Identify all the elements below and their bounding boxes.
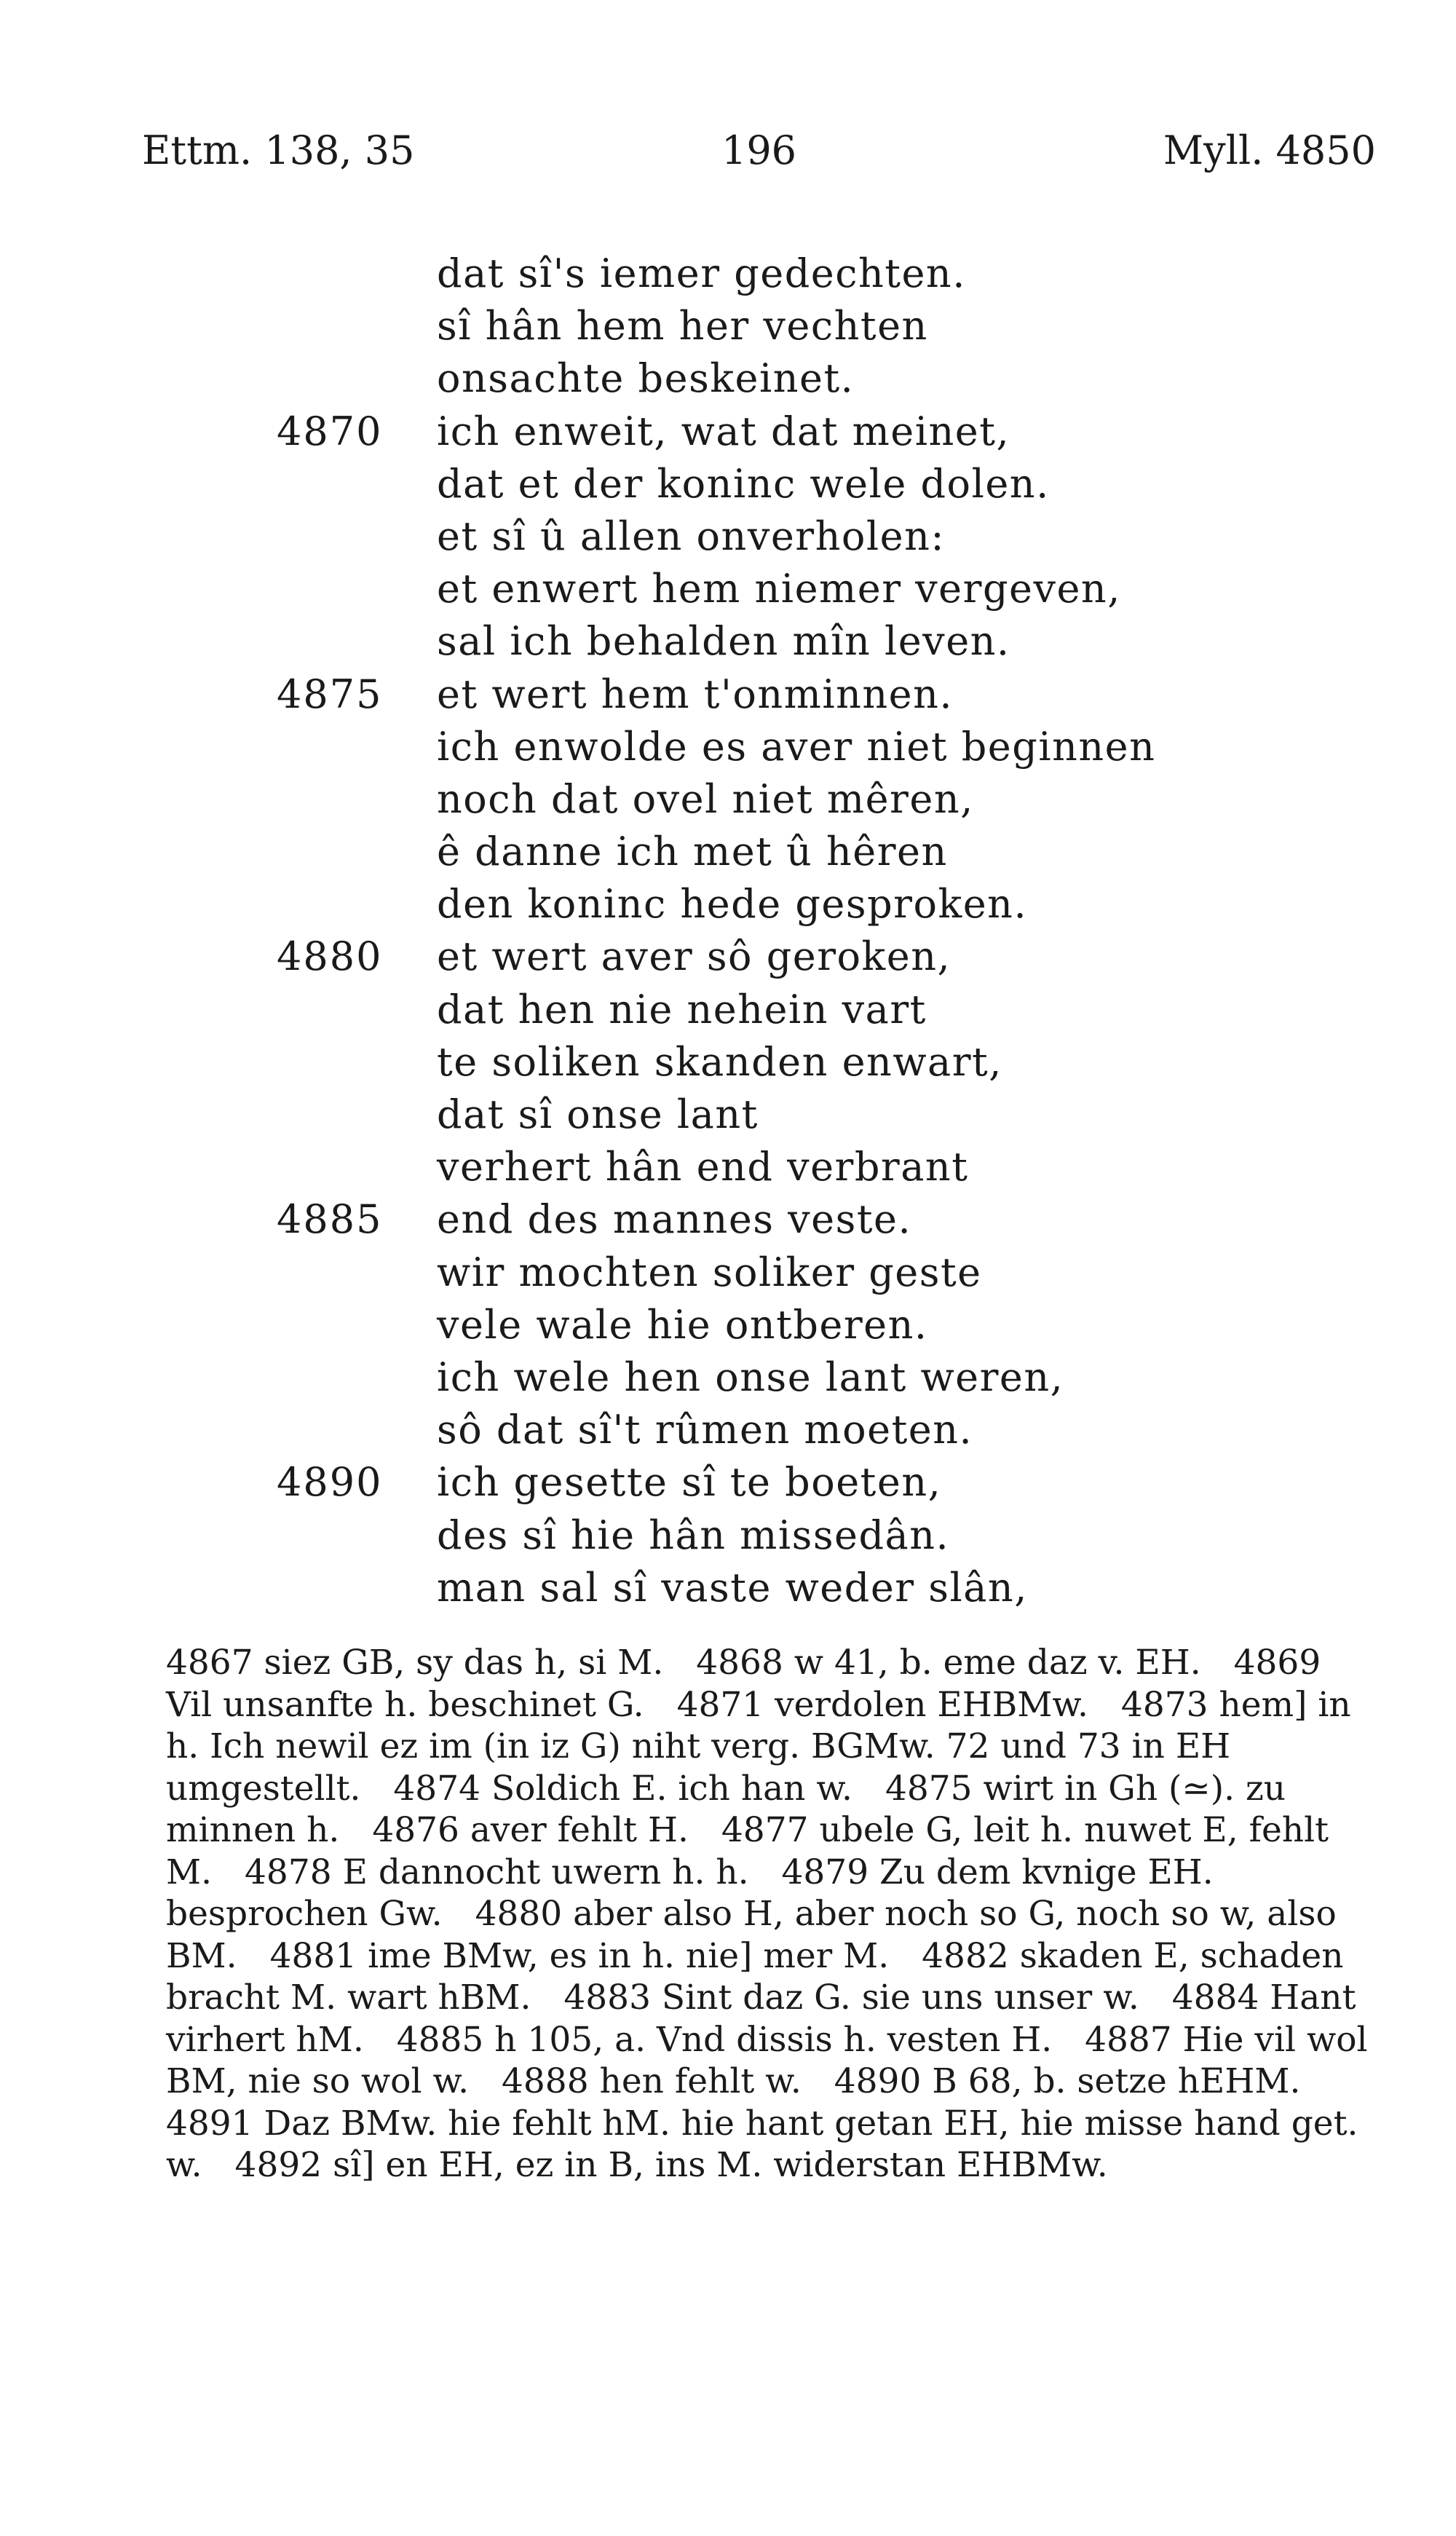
poem-line bbox=[0, 615, 1456, 668]
apparatus-note: 4878 E dannocht uwern h. h. bbox=[245, 1852, 749, 1892]
line-text: dat sî's iemer gedechten. bbox=[437, 250, 966, 296]
line-text: ê danne ich met û hêren bbox=[437, 829, 948, 875]
apparatus-note: 4891 Daz BMw. hie fehlt hM. hie hant getan EH, hie misse hand get. w. bbox=[166, 2103, 1358, 2185]
poem-line bbox=[0, 668, 1456, 721]
line-text: end des mannes veste. bbox=[437, 1196, 912, 1243]
line-text: des sî hie hân missedân. bbox=[437, 1512, 950, 1558]
critical-apparatus bbox=[166, 1642, 1374, 2187]
poem-line bbox=[0, 1247, 1456, 1299]
poem-line bbox=[0, 248, 1456, 300]
line-text: ich wele hen onse lant weren, bbox=[437, 1354, 1064, 1400]
line-text: verhert hân end verbrant bbox=[437, 1144, 969, 1190]
line-number: 4890 bbox=[277, 1459, 383, 1506]
apparatus-note: 4885 h 105, a. Vnd dissis h. vesten H. bbox=[396, 2019, 1053, 2060]
poem-line bbox=[0, 1562, 1456, 1614]
line-text: et sî û allen onverholen: bbox=[437, 513, 946, 559]
poem-line bbox=[0, 406, 1456, 458]
apparatus-note: 4883 Sint daz G. sie uns unser w. bbox=[563, 1978, 1139, 2018]
apparatus-note: 4888 hen fehlt w. bbox=[502, 2061, 802, 2101]
apparatus-note: 4890 B 68, b. setze hEHM. bbox=[834, 2061, 1301, 2101]
header-left-reference: Ettm. 138, 35 bbox=[142, 127, 415, 173]
apparatus-note: 4868 w 41, b. eme daz v. EH. bbox=[696, 1643, 1201, 1683]
line-text: sô dat sî't rûmen moeten. bbox=[437, 1407, 973, 1453]
apparatus-note: 4882 skaden E, schaden bracht M. wart hBM. bbox=[166, 1935, 1344, 2018]
line-text: ich enweit, wat dat meinet, bbox=[437, 408, 1010, 454]
poem-line bbox=[0, 826, 1456, 878]
line-text: dat et der koninc wele dolen. bbox=[437, 460, 1050, 507]
apparatus-note: 4875 wirt in Gh (≃). zu minnen h. bbox=[166, 1768, 1286, 1850]
line-text: te soliken skanden enwart, bbox=[437, 1038, 1002, 1085]
line-text: ich gesette sî te boeten, bbox=[437, 1459, 942, 1506]
poem-line bbox=[0, 1404, 1456, 1456]
line-text: wir mochten soliker geste bbox=[437, 1249, 982, 1295]
apparatus-note: 4871 verdolen EHBMw. bbox=[676, 1684, 1088, 1725]
poem-line bbox=[0, 1456, 1456, 1509]
apparatus-note: 4880 aber also H, aber noch so G, noch so w, also BM. bbox=[166, 1894, 1337, 1976]
apparatus-note: 4887 Hie vil wol BM, nie so wol w. bbox=[166, 2019, 1368, 2101]
apparatus-note: 4876 aver fehlt H. bbox=[372, 1810, 689, 1850]
apparatus-note: 4877 ubele G, leit h. nuwet E, fehlt M. bbox=[166, 1810, 1329, 1892]
line-text: man sal sî vaste weder slân, bbox=[437, 1564, 1028, 1611]
line-number: 4885 bbox=[277, 1196, 383, 1243]
poem-line bbox=[0, 1193, 1456, 1246]
line-text: ich enwolde es aver niet beginnen bbox=[437, 723, 1156, 770]
poem-line bbox=[0, 352, 1456, 405]
apparatus-note: 4873 hem] in h. Ich newil ez im (in iz G) niht verg. BGMw. 72 und 73 in EH umgestellt. bbox=[166, 1684, 1351, 1809]
apparatus-note: 4879 Zu dem kvnige EH. besprochen Gw. bbox=[166, 1852, 1214, 1934]
line-number: 4880 bbox=[277, 933, 383, 980]
line-text: den koninc hede gesproken. bbox=[437, 881, 1028, 928]
header-right-reference: Myll. 4850 bbox=[1163, 127, 1376, 173]
poem-line bbox=[0, 1141, 1456, 1193]
line-text: dat hen nie nehein vart bbox=[437, 986, 927, 1032]
poem-line bbox=[0, 721, 1456, 773]
poem-line bbox=[0, 510, 1456, 563]
line-text: et enwert hem niemer vergeven, bbox=[437, 566, 1121, 612]
apparatus-note: 4869 Vil unsanfte h. beschinet G. bbox=[166, 1643, 1321, 1725]
poem-line bbox=[0, 563, 1456, 615]
poem-line bbox=[0, 1036, 1456, 1089]
line-text: dat sî onse lant bbox=[437, 1091, 759, 1137]
line-number: 4870 bbox=[277, 408, 383, 454]
poem-line bbox=[0, 878, 1456, 931]
line-number: 4875 bbox=[277, 671, 383, 717]
page-header bbox=[142, 127, 1376, 186]
poem-text bbox=[0, 248, 1456, 1614]
apparatus-note: 4892 sî] en EH, ez in B, ins M. widerstan EHBMw. bbox=[234, 2145, 1108, 2185]
poem-line bbox=[0, 300, 1456, 352]
poem-line bbox=[0, 1351, 1456, 1404]
line-text: et wert aver sô geroken, bbox=[437, 933, 951, 980]
line-text: noch dat ovel niet mêren, bbox=[437, 775, 974, 822]
apparatus-note: 4881 ime BMw, es in h. nie] mer M. bbox=[269, 1935, 890, 1976]
poem-line bbox=[0, 458, 1456, 510]
apparatus-note: 4867 siez GB, sy das h, si M. bbox=[166, 1643, 664, 1683]
page-number: 196 bbox=[721, 127, 797, 173]
poem-line bbox=[0, 984, 1456, 1036]
apparatus-note: 4884 Hant virhert hM. bbox=[166, 1978, 1356, 2060]
line-text: vele wale hie ontberen. bbox=[437, 1301, 928, 1348]
poem-line bbox=[0, 1299, 1456, 1351]
line-text: sal ich behalden mîn leven. bbox=[437, 618, 1010, 665]
poem-line bbox=[0, 931, 1456, 983]
apparatus-note: 4874 Soldich E. ich han w. bbox=[393, 1768, 852, 1809]
line-text: sî hân hem her vechten bbox=[437, 303, 928, 349]
poem-line bbox=[0, 773, 1456, 826]
poem-line bbox=[0, 1089, 1456, 1141]
line-text: et wert hem t'onminnen. bbox=[437, 671, 954, 717]
poem-line bbox=[0, 1509, 1456, 1562]
line-text: onsachte beskeinet. bbox=[437, 355, 855, 402]
